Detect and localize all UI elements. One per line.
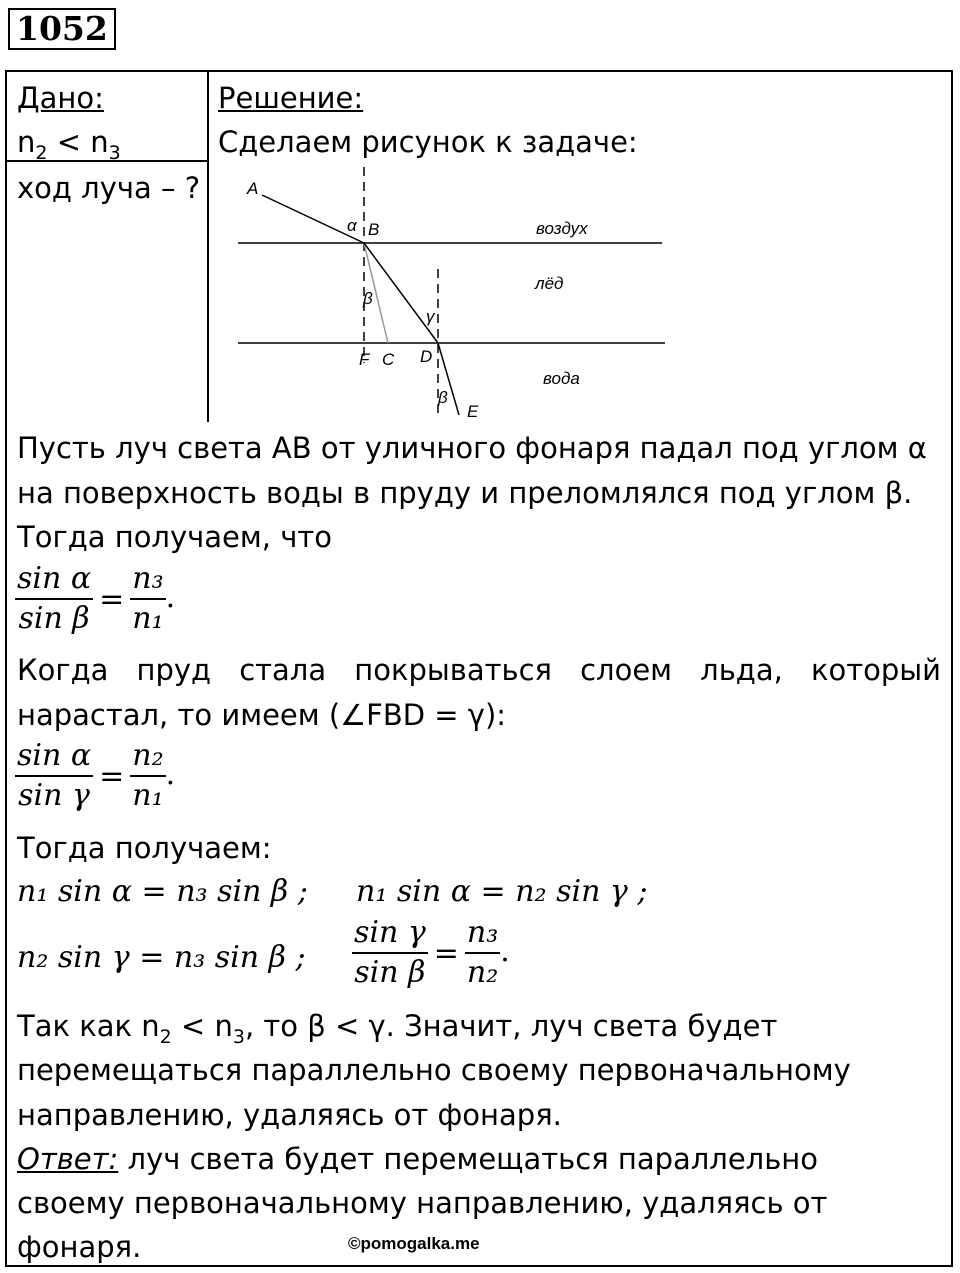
- equation-2: $\frac{\text{sin α}}{\text{sin γ}}$ = $\frac{\text{n₂}}{\text{n₁}}$ .: [17, 738, 176, 813]
- p1-line1: Пусть луч света АВ от уличного фонаря падал под углом α: [17, 431, 927, 465]
- label-e: E: [467, 402, 479, 421]
- p1-line3: Тогда получаем, что: [17, 520, 332, 554]
- problem-number: 1052: [8, 8, 116, 50]
- answer-line2: своему первоначальному направлению, удаляясь от: [17, 1186, 828, 1220]
- refraction-diagram: [225, 165, 675, 425]
- solution-intro: Сделаем рисунок к задаче:: [218, 125, 638, 159]
- p4-line3: направлению, удаляясь от фонаря.: [17, 1098, 562, 1132]
- given-condition: $n_2 < n_3$: [17, 125, 121, 164]
- label-gamma: γ: [426, 307, 435, 326]
- answer-label: Ответ:: [17, 1142, 119, 1176]
- answer-line3: фонаря.: [17, 1230, 142, 1264]
- label-ice: лёд: [535, 274, 564, 293]
- label-b: B: [368, 220, 380, 239]
- p2-line2: нарастал, то имеем (∠FBD = γ):: [17, 698, 507, 732]
- column-divider: [207, 70, 209, 422]
- label-alpha: α: [347, 216, 357, 235]
- label-water: вода: [543, 369, 580, 388]
- equation-1: $\frac{\text{sin α}}{\text{sin β}}$ = $\frac{\text{n₃}}{\text{n₁}}$ .: [17, 561, 176, 636]
- label-beta-water: β: [438, 388, 448, 407]
- p3: Тогда получаем:: [17, 831, 272, 865]
- equation-3a: n₁ sin α = n₃ sin β ;: [17, 874, 308, 909]
- equation-4b: $\frac{\text{sin γ}}{\text{sin β}}$ = $\frac{\text{n₃}}{\text{n₂}}$ .: [354, 915, 510, 990]
- p4-line2: перемещаться параллельно своему первоначальному: [17, 1053, 851, 1087]
- watermark: ©pomogalka.me: [348, 1234, 480, 1253]
- equation-3b: n₁ sin α = n₂ sin γ ;: [356, 874, 648, 909]
- solution-header: Решение:: [218, 81, 364, 115]
- label-beta-ice: β: [363, 289, 373, 308]
- find-label: ход луча – ?: [17, 171, 201, 205]
- p1-line2: на поверхность воды в пруду и преломлялся под углом β.: [17, 476, 913, 510]
- given-header: Дано:: [17, 81, 104, 115]
- refracted-ray-bd: [364, 243, 438, 343]
- label-d: D: [420, 347, 433, 366]
- equation-4a: n₂ sin γ = n₃ sin β ;: [17, 940, 306, 975]
- label-c: C: [382, 350, 395, 369]
- label-a: A: [247, 179, 259, 198]
- label-f: F: [359, 350, 370, 369]
- p4-line1: Так как $n_2 < n_3$, то β < γ. Значит, луч света будет: [17, 1009, 778, 1048]
- label-air: воздух: [536, 219, 588, 238]
- p2-line1: Когда пруд стала покрываться слоем льда, который: [17, 653, 941, 687]
- answer-line1: Ответ: луч света будет перемещаться параллельно: [17, 1142, 819, 1176]
